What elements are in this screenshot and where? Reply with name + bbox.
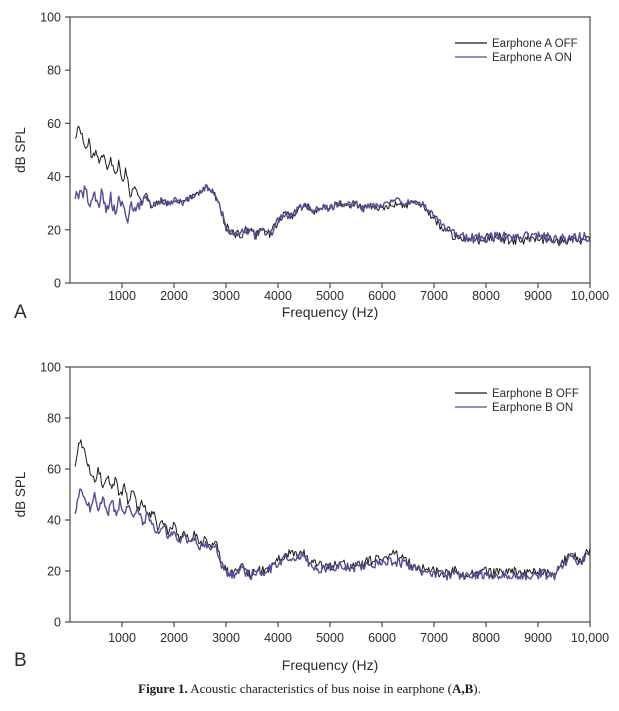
y-axis-tick-label: 20 bbox=[47, 223, 61, 238]
legend-label: Earphone B ON bbox=[492, 402, 574, 414]
caption-figure-label: Figure 1. bbox=[138, 681, 188, 696]
y-axis-title: dB SPL bbox=[13, 471, 28, 518]
y-axis-tick-label: 0 bbox=[54, 615, 61, 630]
chart-panel-a bbox=[0, 0, 619, 345]
x-axis-tick-label: 10,000 bbox=[570, 631, 610, 645]
line-chart-earphone-b bbox=[0, 352, 619, 682]
y-axis-tick-label: 80 bbox=[47, 411, 61, 426]
legend-label: Earphone B OFF bbox=[492, 388, 579, 400]
x-axis-tick-label: 6000 bbox=[368, 631, 396, 645]
legend-label: Earphone A ON bbox=[492, 52, 572, 64]
x-axis-tick-label: 6000 bbox=[368, 289, 396, 303]
x-axis-tick-label: 7000 bbox=[420, 631, 448, 645]
x-axis-tick-label: 5000 bbox=[316, 631, 344, 645]
x-axis-tick-label: 8000 bbox=[472, 631, 500, 645]
legend-label: Earphone A OFF bbox=[492, 38, 578, 50]
x-axis-tick-label: 2000 bbox=[160, 631, 188, 645]
y-axis-tick-label: 80 bbox=[47, 63, 61, 78]
line-chart-earphone-a bbox=[0, 0, 619, 345]
y-axis-tick-label: 60 bbox=[47, 462, 61, 477]
x-axis-tick-label: 9000 bbox=[524, 289, 552, 303]
y-axis-tick-label: 0 bbox=[54, 276, 61, 291]
x-axis-tick-label: 9000 bbox=[524, 631, 552, 645]
y-axis-tick-label: 40 bbox=[47, 170, 61, 185]
series-path-earphone-b-off bbox=[75, 440, 590, 579]
x-axis-tick-label: 1000 bbox=[108, 631, 136, 645]
panel-letter-a: A bbox=[14, 302, 27, 323]
x-axis-title: Frequency (Hz) bbox=[281, 657, 379, 673]
series-path-earphone-a-off bbox=[75, 126, 590, 246]
x-axis-tick-label: 3000 bbox=[212, 631, 240, 645]
x-axis-tick-label: 4000 bbox=[264, 631, 292, 645]
chart-panel-b bbox=[0, 352, 619, 682]
x-axis-tick-label: 8000 bbox=[472, 289, 500, 303]
x-axis-tick-label: 3000 bbox=[212, 289, 240, 303]
x-axis-tick-label: 4000 bbox=[264, 289, 292, 303]
x-axis-title: Frequency (Hz) bbox=[281, 304, 379, 320]
x-axis-tick-label: 2000 bbox=[160, 289, 188, 303]
caption-panel-refs: A,B bbox=[451, 681, 474, 696]
y-axis-tick-label: 40 bbox=[47, 513, 61, 528]
y-axis-tick-label: 60 bbox=[47, 116, 61, 131]
x-axis-tick-label: 10,000 bbox=[570, 289, 610, 303]
y-axis-tick-label: 100 bbox=[40, 10, 61, 25]
y-axis-title: dB SPL bbox=[13, 127, 28, 173]
caption-close: ). bbox=[473, 681, 481, 696]
series-path-earphone-a-on bbox=[75, 185, 590, 244]
caption-body: Acoustic characteristics of bus noise in earphone ( bbox=[187, 681, 452, 696]
x-axis-tick-label: 7000 bbox=[420, 289, 448, 303]
y-axis-tick-label: 100 bbox=[40, 360, 61, 375]
x-axis-tick-label: 1000 bbox=[108, 289, 136, 303]
series-path-earphone-b-on bbox=[75, 489, 590, 580]
panel-letter-b: B bbox=[14, 650, 27, 671]
x-axis-tick-label: 5000 bbox=[316, 289, 344, 303]
figure-caption bbox=[0, 681, 619, 697]
y-axis-tick-label: 20 bbox=[47, 564, 61, 579]
